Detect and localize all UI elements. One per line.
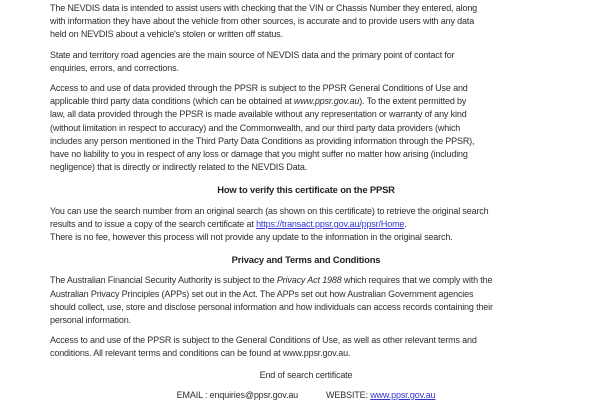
text-line (50, 95, 562, 108)
document-body (50, 2, 562, 400)
text-line (50, 122, 562, 135)
text-segment: ). To the extent permitted by (359, 96, 467, 107)
text-segment: negligence) that is directly or indirectly related to the NEVDIS Data. (50, 162, 308, 173)
text-line (50, 347, 562, 360)
text-line (50, 15, 562, 28)
text-line (50, 334, 562, 347)
text-segment: which requires that we comply with the (341, 275, 493, 286)
text-segment: applicable third party data conditions (which can be obtained at (50, 96, 294, 107)
text-segment: have no liability to you in respect of any loss or damage that you might suffer no matter how arising (including (50, 149, 468, 160)
text-line (50, 301, 562, 314)
text-line (50, 205, 562, 218)
text-segment: Australian Privacy Principles (APPs) set out in the Act. The APPs set out how Australian Government agencies (50, 288, 474, 299)
text-segment: . (404, 218, 407, 229)
text-segment: personal information. (50, 315, 131, 326)
contact-footer (50, 389, 562, 400)
text-line (50, 218, 562, 231)
text-line (50, 28, 562, 41)
italic-text: Privacy Act 1988 (276, 275, 342, 286)
text-line (50, 82, 562, 95)
text-line (50, 231, 562, 244)
text-line (50, 108, 562, 121)
ppsr-conditions-paragraph (50, 82, 562, 174)
text-segment: with information they have about the vehicle from other sources, is accurate and to provide users with any data (50, 16, 475, 27)
nevdis-purpose-paragraph (50, 2, 562, 42)
nevdis-source-paragraph (50, 49, 562, 75)
text-segment: The NEVDIS data is intended to assist users with checking that the VIN or Chassis Number they entered, along (50, 3, 478, 13)
text-line (50, 274, 562, 287)
text-segment: (without limitation in respect to accuracy) and the Commonwealth, and our third party data providers (which (50, 122, 461, 133)
text-segment: includes any person mentioned in the Third Party Data Conditions as providing information through the PPSR), (50, 135, 475, 146)
text-line (50, 288, 562, 301)
text-segment: enquiries, errors, and corrections. (50, 62, 179, 73)
text-segment: law, all data provided through the PPSR is made available without any representation or warranty of any kind (50, 109, 467, 120)
privacy-act-paragraph (50, 274, 562, 327)
text-segment: Access to and use of the PPSR is subject to the General Conditions of Use, as well as other relevant terms and (50, 335, 477, 346)
email-contact (177, 389, 298, 400)
text-segment: You can use the search number from an original search (as shown on this certificate) to retrieve the original search (50, 205, 489, 216)
text-segment: held on NEVDIS about a vehicle's stolen or written off status. (50, 29, 283, 40)
website-contact (326, 389, 435, 400)
text-segment: Access to and use of data provided through the PPSR is subject to the PPSR General Conditions of Use and (50, 83, 468, 94)
text-line (50, 49, 562, 62)
text-segment: There is no fee, however this process will not provide any update to the information in the original search. (50, 232, 453, 243)
end-of-certificate-text: End of search certificate (259, 369, 353, 380)
website-label: WEBSITE: (326, 389, 371, 400)
text-segment: conditions. All relevant terms and conditions can be found at www.ppsr.gov.au. (50, 348, 351, 359)
website-link[interactable]: www.ppsr.gov.au (370, 389, 436, 400)
text-line (50, 314, 562, 327)
section-heading-privacy: Privacy and Terms and Conditions (231, 254, 381, 266)
email-value: enquiries@ppsr.gov.au (209, 389, 299, 400)
section-heading-verify: How to verify this certificate on the PPSR (217, 184, 395, 196)
text-segment: results and to issue a copy of the search certificate at (50, 218, 257, 229)
italic-text: www.ppsr.gov.au (293, 96, 360, 107)
verify-instructions-paragraph (50, 205, 562, 245)
text-line (50, 62, 562, 75)
text-segment: The Australian Financial Security Authority is subject to the (50, 275, 277, 286)
text-segment: should collect, use, store and disclose personal information and how individuals can access records containing their (50, 301, 493, 312)
text-line (50, 148, 562, 161)
text-segment: State and territory road agencies are the main source of NEVDIS data and the primary point of contact for (50, 49, 455, 60)
text-line (50, 2, 562, 15)
text-line (50, 161, 562, 174)
general-conditions-paragraph (50, 334, 562, 360)
email-label: EMAIL : (176, 389, 210, 400)
text-line (50, 135, 562, 148)
verification-link[interactable]: https://transact.ppsr.gov.au/ppsr/Home (256, 218, 405, 229)
